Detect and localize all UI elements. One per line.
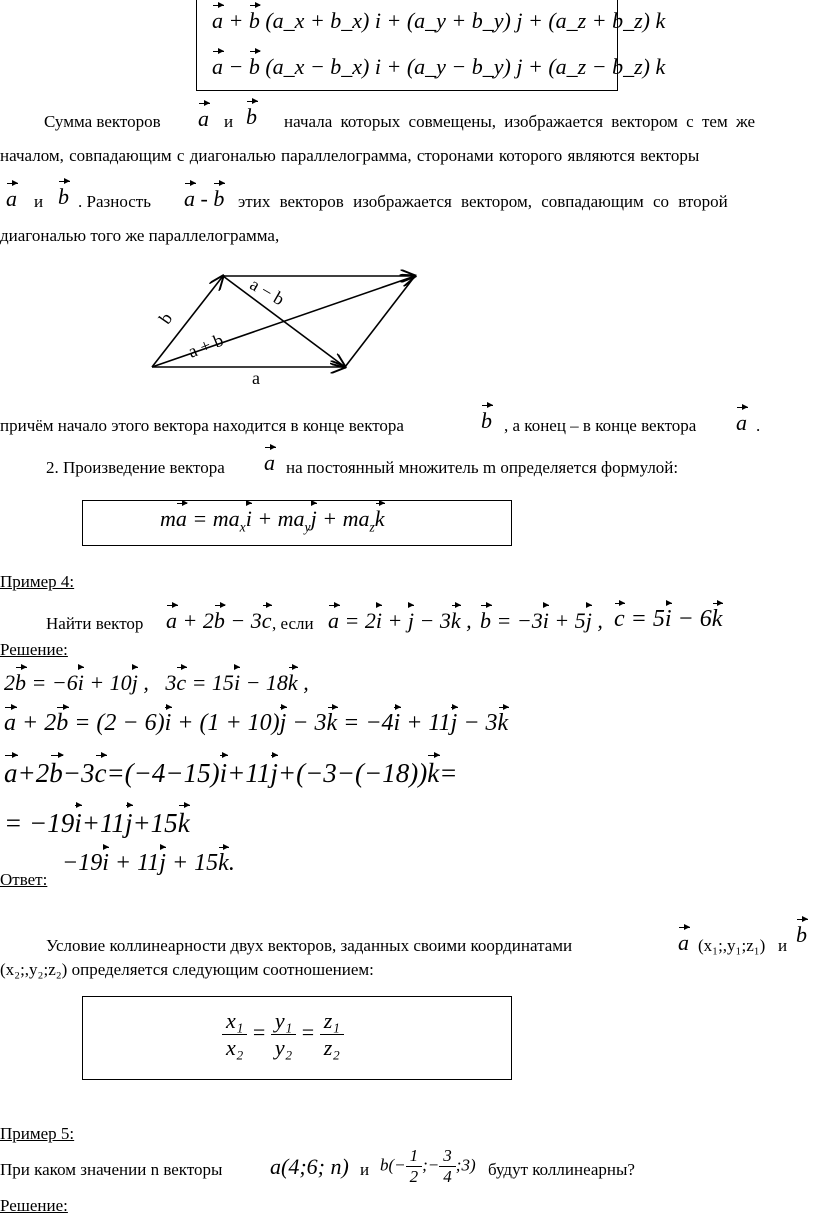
- example5-question: При каком значении n векторы: [0, 1160, 223, 1179]
- para1-line3-diff: . Разность: [78, 192, 151, 211]
- label-diff: a − b: [246, 273, 288, 310]
- example4-step4: = −19i+11j+15k: [4, 808, 190, 838]
- para1-line1: [44, 112, 161, 132]
- example5-solution-title: Решение:: [0, 1196, 68, 1215]
- para1-text: Сумма векторов: [44, 112, 161, 131]
- collinear-text-b: (x₂;,y₂;z₂) определяется следующим соотношением:: [0, 960, 374, 979]
- frac1-num: 1: [406, 1146, 423, 1167]
- example5-vector-b: [380, 1146, 476, 1187]
- example5-title: Пример 5:: [0, 1124, 75, 1143]
- example5-question-end: будут коллинеарны?: [488, 1160, 635, 1179]
- example5-vector-a: a(4;6; n): [270, 1154, 349, 1179]
- difference-formula: a − b (a_x − b_x) i + (a_y − b_y) j + (a_z − b_z) k: [212, 54, 666, 79]
- para2-text: причём начало этого вектора находится в конце вектора: [0, 416, 404, 435]
- example4-answer: −19i + 11j + 15k.: [62, 850, 235, 876]
- sum-formula: a + b (a_x + b_x) i + (a_y + b_y) j + (a_z + b_z) k: [212, 8, 666, 33]
- frac-z1: z₁: [320, 1008, 344, 1035]
- vector-a-inline: a: [264, 450, 275, 475]
- example4-step3: a+2b−3c=(−4−15)i+11j+(−3−(−18))k=: [4, 758, 458, 788]
- equals-sign: =: [301, 1019, 315, 1045]
- frac-y1: y₁: [271, 1008, 296, 1035]
- collinearity-formula: [222, 1008, 344, 1061]
- example4-expression: a + 2b − 3c: [166, 608, 272, 633]
- side-right: [345, 276, 415, 367]
- example4-step2: a + 2b = (2 − 6)i + (1 + 10)j − 3k = −4i + 11j − 3k: [4, 710, 509, 736]
- label-b: b: [154, 308, 177, 328]
- vector-b-inline: b: [796, 922, 807, 947]
- item2-text: 2. Произведение вектора: [46, 458, 225, 477]
- para1-and: и: [34, 192, 44, 211]
- frac2-den: 4: [443, 1167, 452, 1186]
- vector-a-inline: a: [736, 410, 747, 435]
- frac-x2: x₂: [226, 1035, 244, 1060]
- para1-line2: началом, совпадающим с диагональю параллелограмма, сторонами которого являются векторы: [0, 146, 700, 165]
- para1-line1-rest: начала которых совмещены, изображается вектором с тем же: [284, 112, 756, 131]
- parallelogram-diagram: [140, 262, 430, 387]
- label-a: a: [252, 368, 260, 387]
- example4-title: Пример 4:: [0, 572, 75, 591]
- example5-and: и: [360, 1160, 370, 1179]
- example4-cond-a: a = 2i + j − 3k ,: [328, 608, 472, 633]
- collinear-text: Условие коллинеарности двух векторов, заданных своими координатами: [46, 936, 573, 955]
- scalar-multiply-formula: ma = $ma_xi + ma_yj + ma_zk$: [160, 506, 385, 535]
- vector-b-inline: b: [481, 408, 492, 433]
- vector-a: a: [212, 8, 223, 33]
- para2-text-b: , а конец – в конце вектора: [504, 416, 697, 435]
- vec-b-mid: ;−: [422, 1155, 440, 1175]
- example4-if: , если: [272, 614, 314, 633]
- vector-a: a: [212, 54, 223, 79]
- equals-sign: =: [252, 1019, 266, 1045]
- vector-b: b: [248, 8, 260, 33]
- frac2-num: 3: [439, 1146, 456, 1167]
- vector-a-inline: a: [678, 930, 689, 955]
- example4-cond-c: c = 5i − 6k: [614, 606, 723, 632]
- difference-inline: a - b: [184, 186, 225, 211]
- vector-b-inline: b: [246, 104, 257, 129]
- example4-step1: 2b = −6i + 10j , 3c = 15i − 18k ,: [4, 670, 309, 695]
- example4-solution-title: Решение:: [0, 640, 68, 659]
- difference-formula-rhs: (a_x − b_x) i + (a_y − b_y) j + (a_z − b_z) k: [265, 54, 666, 79]
- frac-x1: x₁: [222, 1008, 247, 1035]
- vector-a-inline: a: [198, 106, 209, 131]
- example4-find: Найти вектор: [46, 614, 144, 633]
- label-sum: a + b: [185, 329, 227, 362]
- para2-dot: .: [756, 416, 761, 435]
- frac-z2: z₂: [323, 1035, 340, 1060]
- para1-line4: диагональю того же параллелограмма,: [0, 226, 280, 245]
- para1-and: и: [224, 112, 234, 131]
- vector-b: b: [248, 54, 260, 79]
- vec-b-prefix: b(−: [380, 1155, 406, 1175]
- example4-cond-b: b = −3i + 5j ,: [480, 608, 603, 633]
- frac-y2: y₂: [274, 1035, 293, 1060]
- example4-answer-label: Ответ:: [0, 870, 48, 889]
- vector-b-inline: b: [58, 184, 69, 209]
- collinear-coords1: (x₁;,y₁;z₁): [698, 936, 766, 955]
- item2-text-b: на постоянный множитель m определяется формулой:: [286, 458, 679, 477]
- frac1-den: 2: [409, 1167, 419, 1186]
- vec-b-suffix: ;3): [455, 1155, 476, 1175]
- sum-formula-rhs: (a_x + b_x) i + (a_y + b_y) j + (a_z + b_z) k: [265, 8, 666, 33]
- collinear-and: и: [778, 936, 788, 955]
- para1-line3-rest: этих векторов изображается вектором, совпадающим со второй: [238, 192, 728, 211]
- vector-a-inline: a: [6, 186, 17, 211]
